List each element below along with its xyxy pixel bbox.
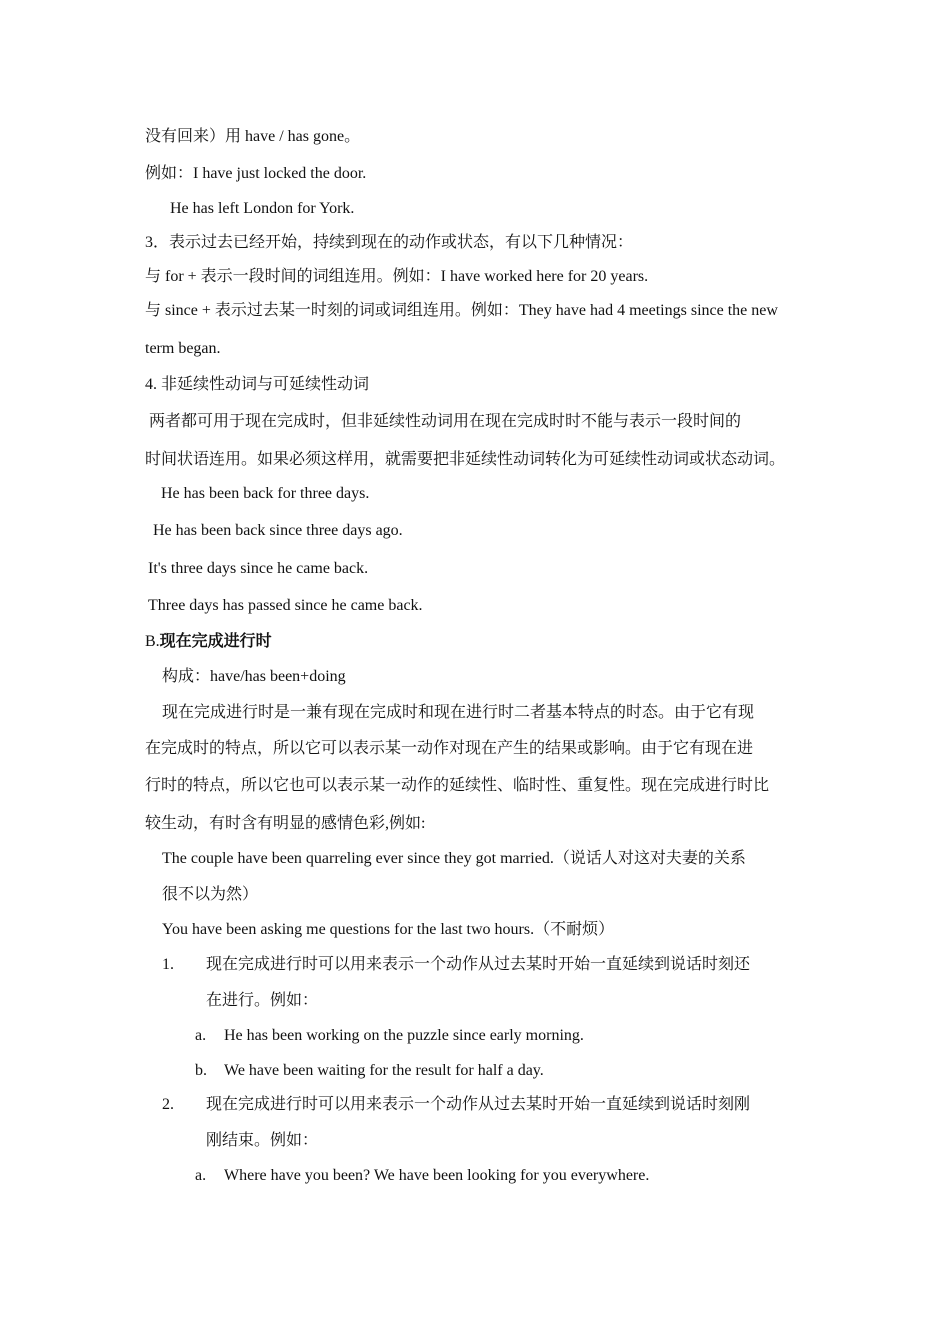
sublist-label: a. xyxy=(195,1167,207,1184)
text-line: 与 since + 表示过去某一时刻的词或词组连用。例如：They have had 4 meetings since the new xyxy=(145,302,778,319)
example-sentence: He has been back since three days ago. xyxy=(153,522,403,539)
text-line: He has left London for York. xyxy=(170,200,355,217)
text-line: 现在完成进行时是一兼有现在完成时和现在进行时二者基本特点的时态。由于它有现 xyxy=(162,704,755,721)
list-item-text: 在进行。例如： xyxy=(206,992,319,1009)
text-line: 没有回来）用 have / has gone。 xyxy=(145,128,361,145)
text-line: 构成：have/has been+doing xyxy=(162,668,346,685)
section-title xyxy=(145,632,272,652)
sublist-text: Where have you been? We have been looking for you everywhere. xyxy=(224,1167,650,1184)
example-sentence: Three days has passed since he came back. xyxy=(148,597,423,614)
example-sentence: The couple have been quarreling ever since they got married.（说话人对这对夫妻的关系 xyxy=(162,850,746,867)
sublist-label: b. xyxy=(195,1062,207,1079)
example-sentence: It's three days since he came back. xyxy=(148,560,369,577)
sublist-label: a. xyxy=(195,1027,207,1044)
text-line: 在完成时的特点，所以它可以表示某一动作对现在产生的结果或影响。由于它有现在进 xyxy=(145,740,754,757)
section-heading: 4. 非延续性动词与可延续性动词 xyxy=(145,376,370,393)
list-item-text: 现在完成进行时可以用来表示一个动作从过去某时开始一直延续到说话时刻刚 xyxy=(206,1096,751,1113)
example-sentence: He has been back for three days. xyxy=(161,485,370,502)
sublist-text: He has been working on the puzzle since early morning. xyxy=(224,1027,584,1044)
text-line: term began. xyxy=(145,340,221,357)
example-sentence: You have been asking me questions for the last two hours.（不耐烦） xyxy=(162,921,615,938)
text-line: 行时的特点，所以它也可以表示某一动作的延续性、临时性、重复性。现在完成进行时比 xyxy=(145,777,770,794)
text-line: 两者都可用于现在完成时，但非延续性动词用在现在完成时时不能与表示一段时间的 xyxy=(149,413,742,430)
list-item-text: 刚结束。例如： xyxy=(206,1132,319,1149)
text-line: 很不以为然） xyxy=(162,886,259,903)
list-number: 2. xyxy=(162,1096,174,1113)
text-line: 较生动，有时含有明显的感情色彩,例如: xyxy=(145,815,426,832)
list-number: 1. xyxy=(162,956,174,973)
text-line: 例如：I have just locked the door. xyxy=(145,165,367,182)
section-title-text: 现在完成进行时 xyxy=(159,633,272,650)
text-line: 与 for + 表示一段时间的词组连用。例如：I have worked here for 20 years. xyxy=(145,268,649,285)
text-line: 时间状语连用。如果必须这样用，就需要把非延续性动词转化为可延续性动词或状态动词。 xyxy=(145,451,786,468)
section-prefix: B. xyxy=(145,633,160,650)
list-item-text: 现在完成进行时可以用来表示一个动作从过去某时开始一直延续到说话时刻还 xyxy=(206,956,751,973)
text-line: 3．表示过去已经开始，持续到现在的动作或状态，有以下几种情况： xyxy=(145,234,634,251)
sublist-text: We have been waiting for the result for half a day. xyxy=(224,1062,544,1079)
